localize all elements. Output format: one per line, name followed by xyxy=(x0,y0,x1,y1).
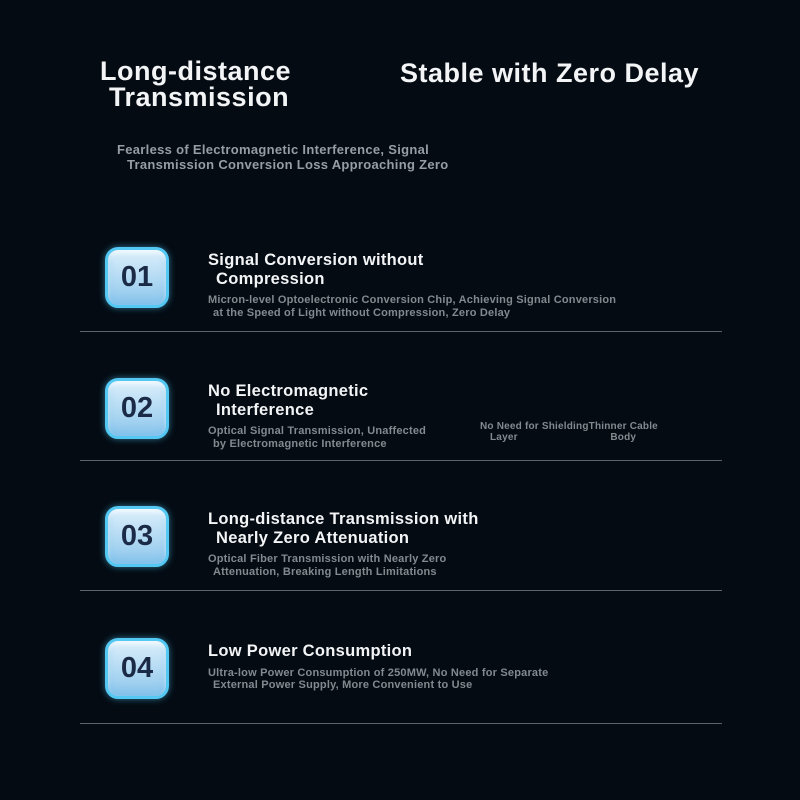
divider xyxy=(80,723,722,724)
feature-content xyxy=(208,251,616,319)
feature-row-01 xyxy=(0,247,800,337)
feature-row-03 xyxy=(0,506,800,596)
divider xyxy=(80,331,722,332)
feature-title xyxy=(208,382,426,419)
feature-desc-line2: by Electromagnetic Interference xyxy=(213,437,387,450)
feature-title-line1: Signal Conversion without xyxy=(208,251,424,269)
feature-number-badge: 03 xyxy=(105,506,169,567)
feature-title-line2: Interference xyxy=(216,400,315,419)
feature-description xyxy=(208,294,616,319)
feature-number-badge: 04 xyxy=(105,638,169,699)
title-left-line1: Long-distance xyxy=(100,56,292,86)
feature-title-line1: Low Power Consumption xyxy=(208,642,413,660)
feature-desc-line1: Optical Signal Transmission, Unaffected xyxy=(208,425,427,437)
extra-label-line1: No Need for Shielding xyxy=(480,421,589,432)
feature-row-04 xyxy=(0,638,800,728)
feature-description xyxy=(208,667,548,692)
divider xyxy=(80,460,722,461)
page-title-left xyxy=(100,58,291,110)
extra-label-shielding xyxy=(480,421,589,443)
feature-title-line2: Nearly Zero Attenuation xyxy=(216,528,410,547)
extra-label-line2: Layer xyxy=(490,432,518,443)
title-left-line2: Transmission xyxy=(109,82,290,112)
feature-content xyxy=(208,510,479,578)
feature-content xyxy=(208,642,548,692)
feature-desc-line2: Attenuation, Breaking Length Limitations xyxy=(213,565,437,578)
feature-description xyxy=(208,553,479,578)
page-subtitle xyxy=(117,142,448,172)
subtitle-line1: Fearless of Electromagnetic Interference, Signal xyxy=(117,142,430,157)
feature-row-02 xyxy=(0,378,800,468)
divider xyxy=(80,590,722,591)
feature-number-badge: 02 xyxy=(105,378,169,439)
feature-title-line2: Compression xyxy=(216,269,325,288)
subtitle-line2: Transmission Conversion Loss Approaching Zero xyxy=(127,157,449,172)
feature-desc-line1: Micron-level Optoelectronic Conversion Chip, Achieving Signal Conversion xyxy=(208,294,617,306)
feature-extra-labels xyxy=(480,421,658,443)
feature-content xyxy=(208,382,426,450)
feature-number-badge: 01 xyxy=(105,247,169,308)
feature-title xyxy=(208,510,479,547)
feature-desc-line1: Ultra-low Power Consumption of 250MW, No Need for Separate xyxy=(208,666,549,679)
feature-description xyxy=(208,425,426,450)
extra-label-line1: Thinner Cable xyxy=(588,421,658,432)
page-title-right: Stable with Zero Delay xyxy=(400,58,700,88)
feature-title-line1: Long-distance Transmission with xyxy=(208,510,479,528)
feature-title xyxy=(208,251,616,288)
feature-desc-line1: Optical Fiber Transmission with Nearly Zero xyxy=(208,553,447,565)
feature-desc-line2: External Power Supply, More Convenient to Use xyxy=(213,679,473,691)
feature-title xyxy=(208,642,548,661)
extra-label-line2: Body xyxy=(610,432,637,443)
extra-label-cable xyxy=(589,421,658,443)
feature-desc-line2: at the Speed of Light without Compression, Zero Delay xyxy=(213,306,511,319)
feature-title-line1: No Electromagnetic xyxy=(208,382,369,400)
